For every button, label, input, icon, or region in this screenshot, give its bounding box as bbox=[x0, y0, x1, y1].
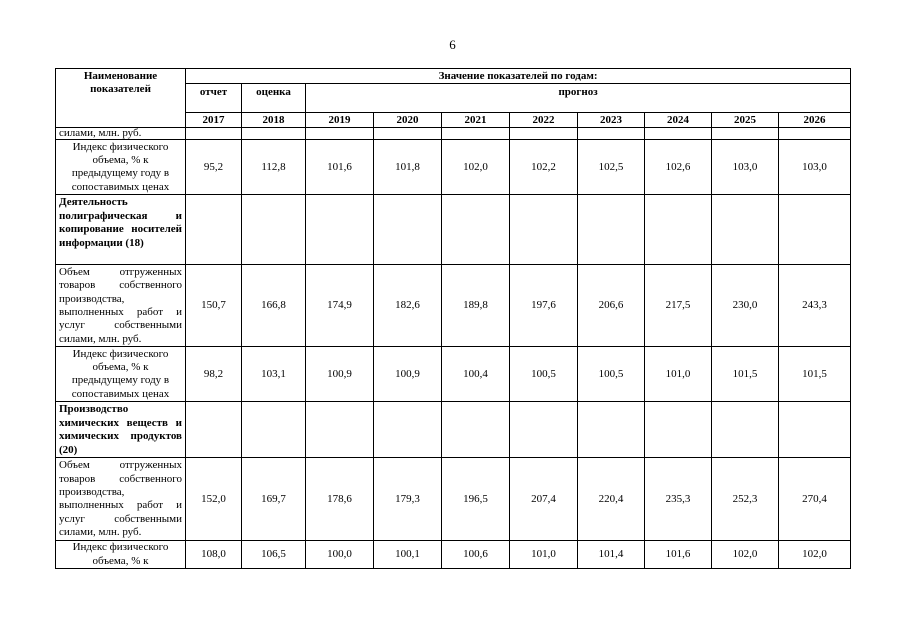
row-value: 189,8 bbox=[442, 265, 510, 347]
row-value: 206,6 bbox=[578, 265, 645, 347]
row-value bbox=[712, 195, 779, 265]
table-row bbox=[56, 541, 851, 569]
row-value: 252,3 bbox=[712, 458, 779, 541]
row-value bbox=[242, 195, 306, 265]
row-value: 100,4 bbox=[442, 347, 510, 402]
row-value: 179,3 bbox=[374, 458, 442, 541]
row-value bbox=[510, 128, 578, 140]
row-value bbox=[306, 402, 374, 458]
row-value bbox=[306, 128, 374, 140]
page-number: 6 bbox=[449, 37, 456, 52]
row-value: 98,2 bbox=[186, 347, 242, 402]
section-label: Деятельность полиграфическая и копирование носителей информации (18) bbox=[56, 195, 186, 265]
row-value: 95,2 bbox=[186, 140, 242, 195]
row-value: 101,5 bbox=[712, 347, 779, 402]
row-value bbox=[645, 128, 712, 140]
row-label: Объем отгруженных товаров собственного производства, выполненных работ и услуг собственными силами, млн. руб. bbox=[56, 458, 186, 541]
row-value: 101,8 bbox=[374, 140, 442, 195]
year-header: 2020 bbox=[374, 113, 442, 128]
row-value: 174,9 bbox=[306, 265, 374, 347]
row-value bbox=[645, 402, 712, 458]
table-row bbox=[56, 347, 851, 402]
row-value: 102,5 bbox=[578, 140, 645, 195]
year-header: 2019 bbox=[306, 113, 374, 128]
row-value bbox=[374, 128, 442, 140]
year-header: 2021 bbox=[442, 113, 510, 128]
row-value: 169,7 bbox=[242, 458, 306, 541]
report-header: отчет bbox=[186, 84, 242, 113]
forecast-header: прогноз bbox=[306, 84, 851, 113]
row-value: 101,6 bbox=[645, 541, 712, 569]
row-label: силами, млн. руб. bbox=[56, 128, 186, 140]
year-header: 2022 bbox=[510, 113, 578, 128]
row-value bbox=[186, 128, 242, 140]
row-value: 108,0 bbox=[186, 541, 242, 569]
row-value bbox=[712, 402, 779, 458]
year-header: 2024 bbox=[645, 113, 712, 128]
row-value: 100,5 bbox=[578, 347, 645, 402]
row-value: 270,4 bbox=[779, 458, 851, 541]
row-value bbox=[578, 402, 645, 458]
row-value: 150,7 bbox=[186, 265, 242, 347]
row-value: 230,0 bbox=[712, 265, 779, 347]
estimate-header: оценка bbox=[242, 84, 306, 113]
row-value: 100,9 bbox=[374, 347, 442, 402]
row-value bbox=[186, 195, 242, 265]
row-value: 178,6 bbox=[306, 458, 374, 541]
table-row bbox=[56, 195, 851, 265]
row-value: 101,0 bbox=[510, 541, 578, 569]
row-value bbox=[645, 195, 712, 265]
values-header: Значение показателей по годам: bbox=[186, 69, 851, 84]
row-value bbox=[242, 402, 306, 458]
row-value: 100,1 bbox=[374, 541, 442, 569]
row-label: Объем отгруженных товаров собственного производства, выполненных работ и услуг собственными силами, млн. руб. bbox=[56, 265, 186, 347]
year-header: 2018 bbox=[242, 113, 306, 128]
row-value: 220,4 bbox=[578, 458, 645, 541]
row-value bbox=[242, 128, 306, 140]
row-value bbox=[578, 128, 645, 140]
row-value: 103,0 bbox=[712, 140, 779, 195]
row-value bbox=[374, 195, 442, 265]
row-value bbox=[779, 402, 851, 458]
table-row bbox=[56, 128, 851, 140]
row-value: 102,6 bbox=[645, 140, 712, 195]
row-value: 152,0 bbox=[186, 458, 242, 541]
row-value: 112,8 bbox=[242, 140, 306, 195]
year-header: 2017 bbox=[186, 113, 242, 128]
row-value: 101,4 bbox=[578, 541, 645, 569]
row-value: 182,6 bbox=[374, 265, 442, 347]
row-value: 197,6 bbox=[510, 265, 578, 347]
row-value bbox=[306, 195, 374, 265]
row-label: Индекс физического объема, % к предыдущему году в сопоставимых ценах bbox=[56, 347, 186, 402]
row-value: 243,3 bbox=[779, 265, 851, 347]
table-row bbox=[56, 140, 851, 195]
header-row-1 bbox=[56, 69, 851, 84]
row-value: 101,6 bbox=[306, 140, 374, 195]
row-value: 106,5 bbox=[242, 541, 306, 569]
table-row bbox=[56, 402, 851, 458]
row-value bbox=[510, 195, 578, 265]
row-value: 166,8 bbox=[242, 265, 306, 347]
row-value: 101,0 bbox=[645, 347, 712, 402]
row-value bbox=[578, 195, 645, 265]
row-value bbox=[712, 128, 779, 140]
row-value: 102,0 bbox=[442, 140, 510, 195]
row-value: 103,0 bbox=[779, 140, 851, 195]
table-row bbox=[56, 265, 851, 347]
row-value: 100,5 bbox=[510, 347, 578, 402]
year-header: 2026 bbox=[779, 113, 851, 128]
table-row bbox=[56, 458, 851, 541]
row-value bbox=[510, 402, 578, 458]
row-value: 100,0 bbox=[306, 541, 374, 569]
row-value bbox=[442, 128, 510, 140]
row-value: 102,2 bbox=[510, 140, 578, 195]
year-header: 2025 bbox=[712, 113, 779, 128]
row-value: 102,0 bbox=[779, 541, 851, 569]
section-label: Производство химических веществ и химических продуктов (20) bbox=[56, 402, 186, 458]
row-value: 100,6 bbox=[442, 541, 510, 569]
row-value bbox=[779, 128, 851, 140]
row-value: 101,5 bbox=[779, 347, 851, 402]
row-value: 235,3 bbox=[645, 458, 712, 541]
row-value bbox=[374, 402, 442, 458]
year-header: 2023 bbox=[578, 113, 645, 128]
row-value bbox=[442, 402, 510, 458]
row-value: 217,5 bbox=[645, 265, 712, 347]
row-value: 103,1 bbox=[242, 347, 306, 402]
row-value bbox=[442, 195, 510, 265]
row-value: 196,5 bbox=[442, 458, 510, 541]
row-value: 102,0 bbox=[712, 541, 779, 569]
indicators-table bbox=[55, 68, 851, 569]
row-label: Индекс физического объема, % к предыдущему году в сопоставимых ценах bbox=[56, 140, 186, 195]
row-label: Индекс физического объема, % к bbox=[56, 541, 186, 569]
row-value bbox=[186, 402, 242, 458]
name-column-header: Наименование показателей bbox=[56, 69, 186, 128]
row-value bbox=[779, 195, 851, 265]
row-value: 207,4 bbox=[510, 458, 578, 541]
row-value: 100,9 bbox=[306, 347, 374, 402]
